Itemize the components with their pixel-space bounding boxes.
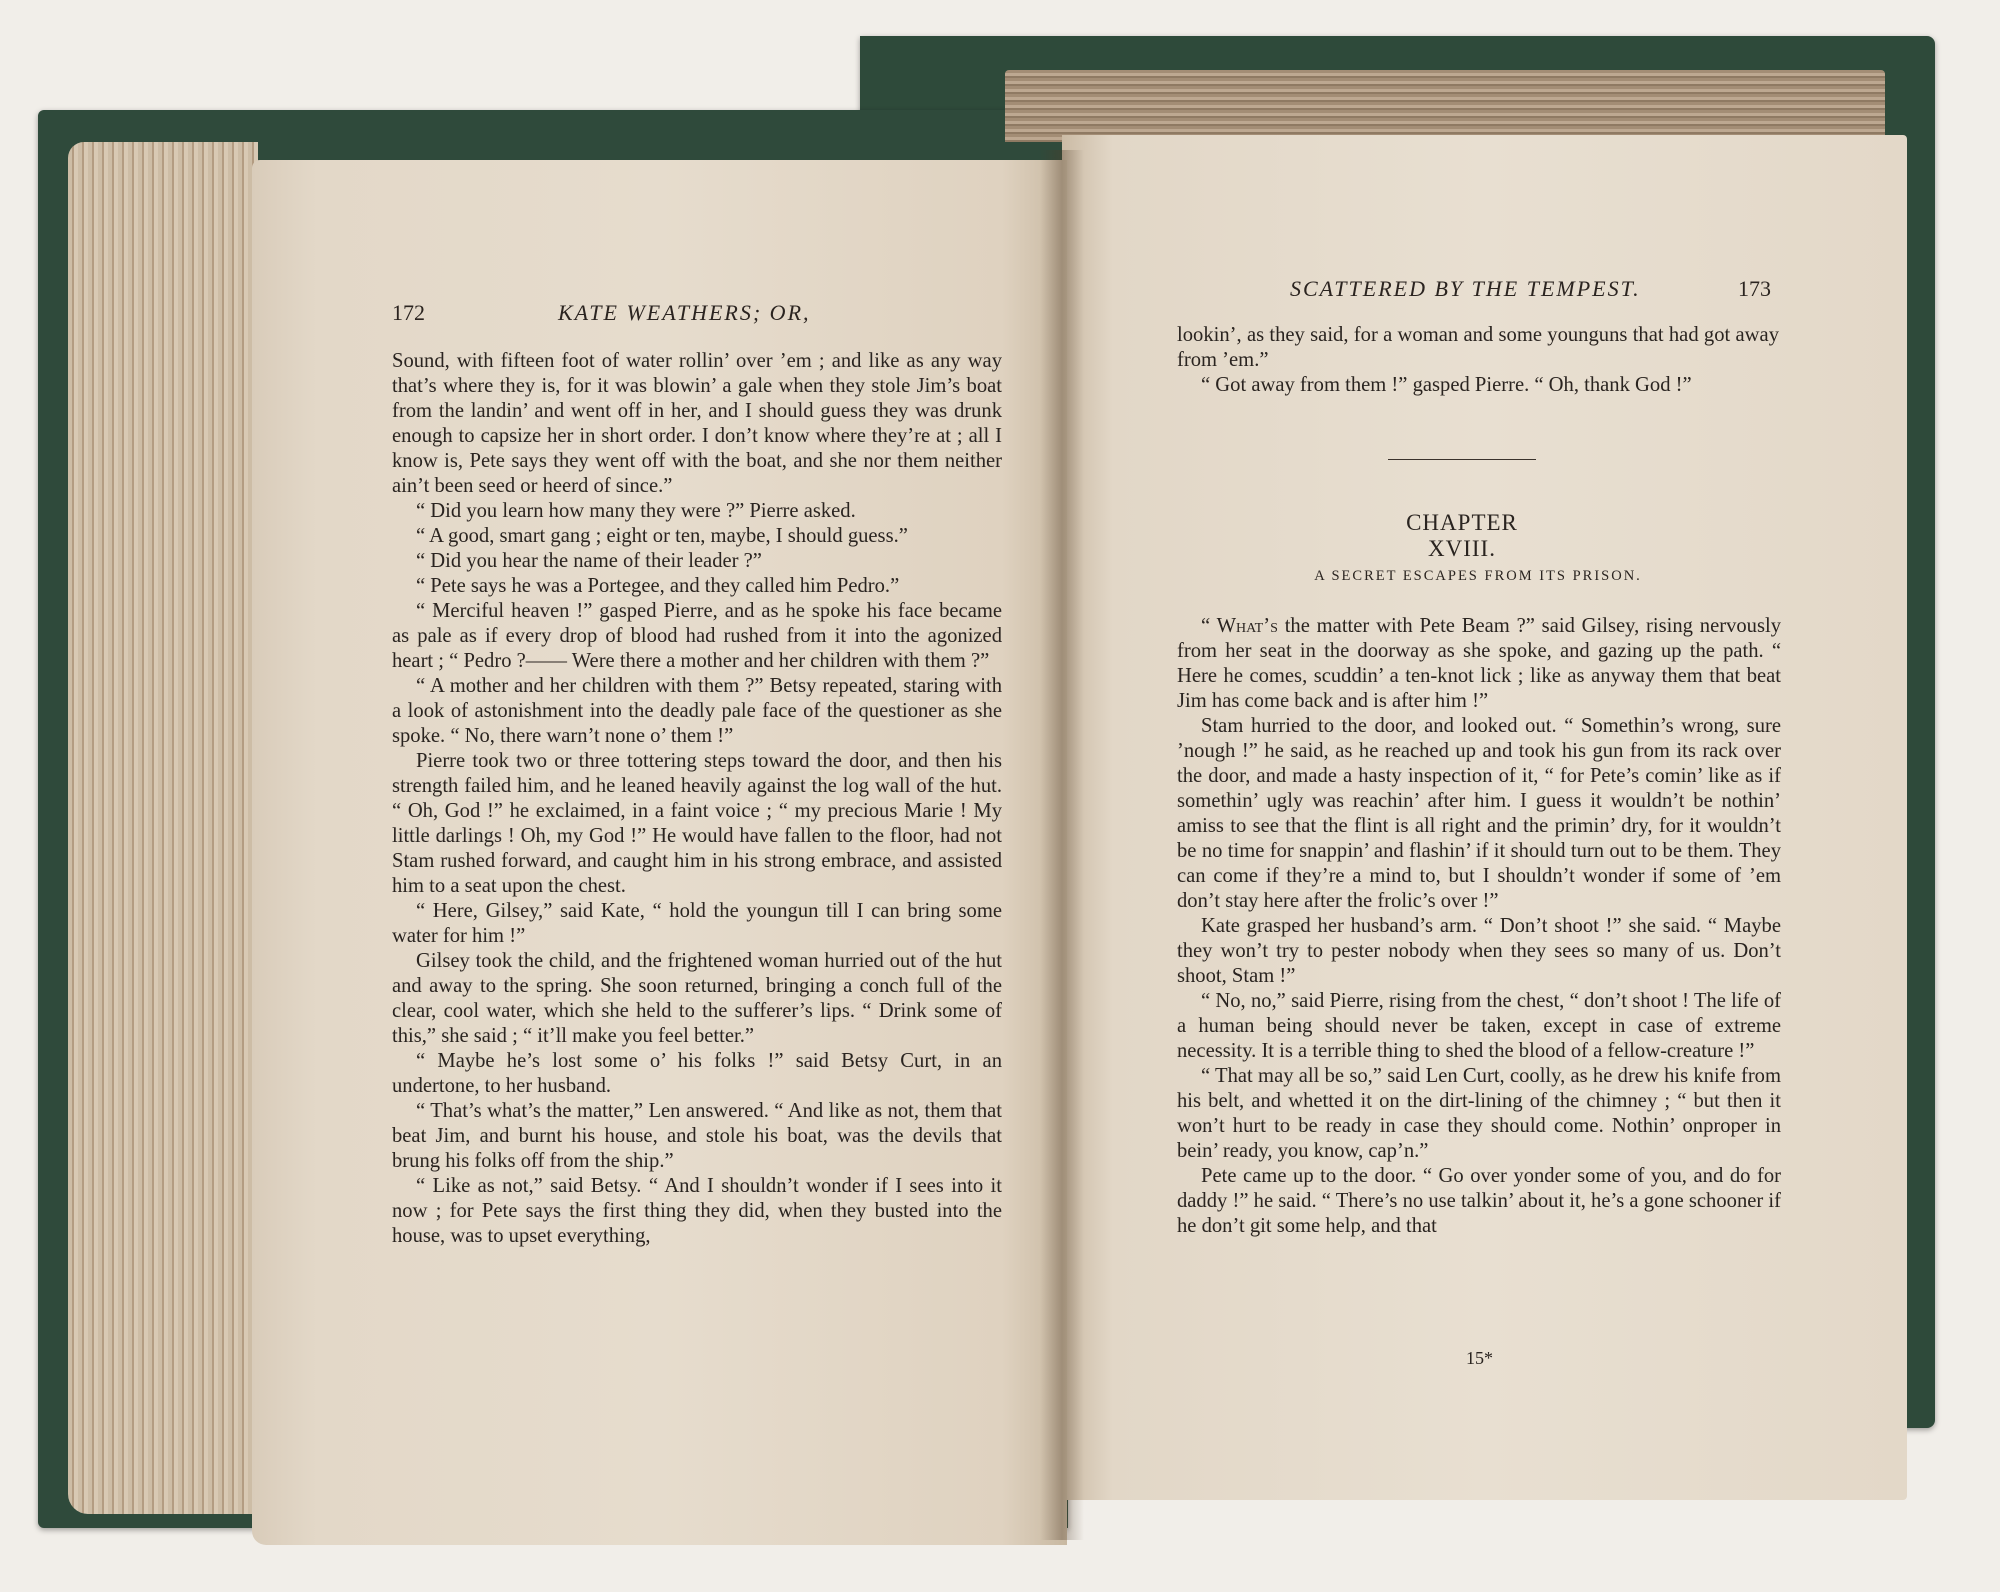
paragraph: “ Merciful heaven !” gasped Pierre, and as he spoke his face became as pale as if every drop of blood had rushed from it into the agonized heart ; “ Pedro ?—— Were there a mother and her children with them ?” xyxy=(392,600,1002,672)
page-edges-left xyxy=(68,142,258,1514)
paragraph: “ That may all be so,” said Len Curt, coolly, as he drew his knife from his belt, and whetted it on the dirt-lining of the chimney ; “ but then it won’t hurt to be ready in case they should come. Nothin’ onproper in bein’ ready, you know, cap’n.” xyxy=(1177,1065,1781,1162)
paragraph: “ Pete says he was a Portegee, and they called him Pedro.” xyxy=(416,575,900,597)
paragraph: “ A good, smart gang ; eight or ten, maybe, I should guess.” xyxy=(416,525,908,547)
paragraph: Sound, with fifteen foot of water rollin’ over ’em ; and like as any way that’s where they is, for it was blowin’ a gale when they stole Jim’s boat from the landin’ and went off in her, and I should guess they was drunk enough to capsize her in short order. I don’t know where they’re at ; all I know is, Pete says they went off with the boat, and she nor them neither ain’t been seed or heerd of since.” xyxy=(392,350,1002,497)
paragraph: “ No, no,” said Pierre, rising from the chest, “ don’t shoot ! The life of a human being should never be taken, except in case of extreme necessity. It is a terrible thing to shed the blood of a fellow-creature !” xyxy=(1177,990,1781,1062)
right-page-top-text xyxy=(1177,323,1779,398)
paragraph: “ Here, Gilsey,” said Kate, “ hold the youngun till I can bring some water for him !” xyxy=(392,900,1002,947)
paragraph: “ Maybe he’s lost some o’ his folks !” said Betsy Curt, in an undertone, to her husband. xyxy=(392,1050,1002,1097)
chapter-title: CHAPTER XVIII. xyxy=(1406,510,1518,561)
paragraph: “ Did you learn how many they were ?” Pierre asked. xyxy=(416,500,856,522)
paragraph: Stam hurried to the door, and looked out. “ Somethin’s wrong, sure ’nough !” he said, as he reached up and took his gun from its rack over the door, and made a hasty inspection of it, “ for Pete’s comin’ like as if somethin’ ugly was reachin’ after him. I guess it wouldn’t be nothin’ amiss to see that the flint is all right and the primin’ dry, for it wouldn’t be no time for snappin’ and flashin’ if it should turn out to be them. They can come if they’re a mind to, but I shouldn’t wonder if some of ’em don’t stay here after the frolic’s over !” xyxy=(1177,715,1781,912)
left-running-title: KATE WEATHERS; OR, xyxy=(558,300,811,325)
paragraph: Pete came up to the door. “ Go over yonder some of you, and do for daddy !” he said. “ There’s no use talkin’ about it, he’s a gone schooner if he don’t git some help, and that xyxy=(1177,1165,1781,1237)
chapter-first-paragraph: “ What’s the matter with Pete Beam ?” said Gilsey, rising nervously from her seat in the doorway as she spoke, and gazing up the path. “ Here he comes, scuddin’ a ten-knot lick ; like as anyway them that beat Jim has come back and is after him !” xyxy=(1177,615,1781,712)
paragraph: Kate grasped her husband’s arm. “ Don’t shoot !” she said. “ Maybe they won’t try to pester nobody when they sees so many of us. Don’t shoot, Stam !” xyxy=(1177,915,1781,987)
book-gutter xyxy=(1040,150,1084,1540)
paragraph: “ Did you hear the name of their leader ?” xyxy=(416,550,762,572)
paragraph: Pierre took two or three tottering steps toward the door, and then his strength failed him, and he leaned heavily against the log wall of the hut. “ Oh, God !” he exclaimed, in a faint voice ; “ my precious Marie ! My little darlings ! Oh, my God !” He would have fallen to the floor, had not Stam rushed forward, and caught him in his strong embrace, and assisted him to a seat upon the chest. xyxy=(392,750,1002,897)
right-page-number: 173 xyxy=(1738,276,1771,301)
page-edges-top xyxy=(1005,70,1885,142)
paragraph: Gilsey took the child, and the frightened woman hurried out of the hut and away to the spring. She soon returned, bringing a conch full of the clear, cool water, which she held to the sufferer’s lips. “ Drink some of this,” she said ; “ it’ll make you feel better.” xyxy=(392,950,1002,1047)
right-page-paragraphs xyxy=(1177,714,1781,1239)
right-running-title: SCATTERED BY THE TEMPEST. xyxy=(1290,276,1641,301)
right-page-text xyxy=(1177,614,1781,1239)
paragraph: “ That’s what’s the matter,” Len answered. “ And like as not, them that beat Jim, and burnt his house, and stole his boat, was the devils that brung his folks off from the ship.” xyxy=(392,1100,1002,1172)
chapter-opening-word: “ What’s xyxy=(1201,615,1278,637)
paragraph: lookin’, as they said, for a woman and some younguns that had got away from ’em.” xyxy=(1177,324,1779,371)
paragraph: “ Got away from them !” gasped Pierre. “ Oh, thank God !” xyxy=(1201,374,1692,396)
paragraph: “ A mother and her children with them ?” Betsy repeated, staring with a look of astonishment into the deadly pale face of the questioner as she spoke. “ No, there warn’t none o’ them !” xyxy=(392,675,1002,747)
left-page-text xyxy=(392,349,1002,1249)
signature-mark: 15* xyxy=(1466,1348,1493,1368)
chapter-subtitle: A SECRET ESCAPES FROM ITS PRISON. xyxy=(1314,568,1642,584)
chapter-divider-rule xyxy=(1388,459,1536,460)
paragraph: “ Like as not,” said Betsy. “ And I shouldn’t wonder if I sees into it now ; for Pete says the first thing they did, when they busted into the house, was to upset everything, xyxy=(392,1175,1002,1247)
left-page-number: 172 xyxy=(392,300,425,325)
